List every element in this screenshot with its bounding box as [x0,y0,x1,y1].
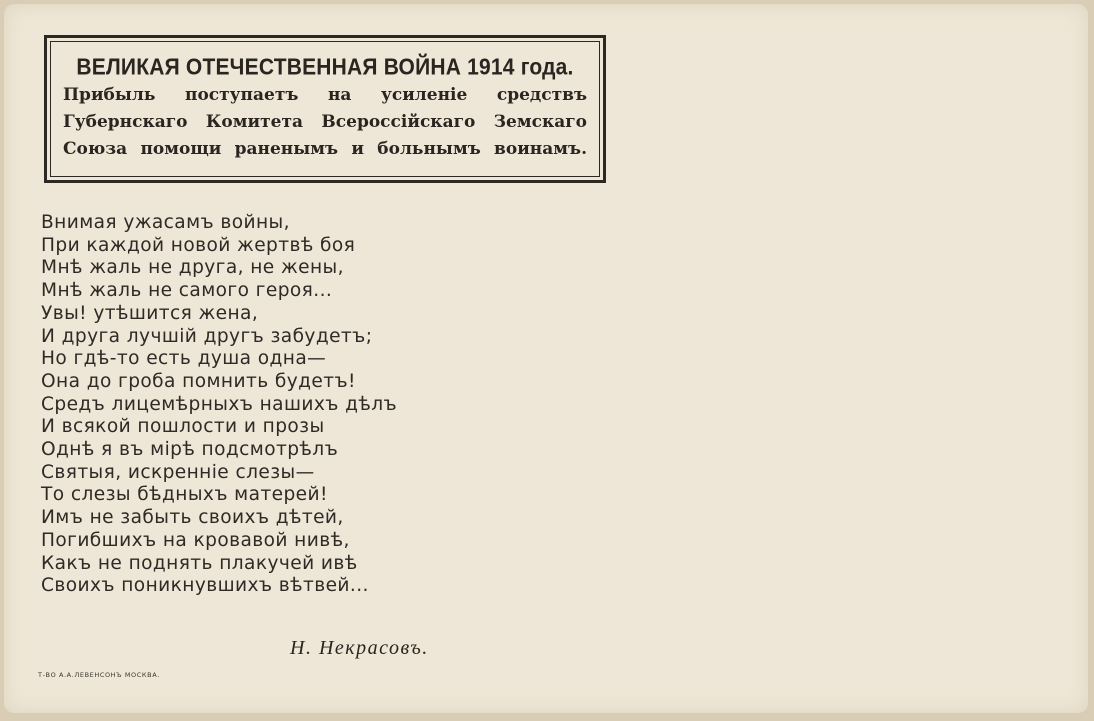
notice-line-3: Союза помощи раненымъ и больнымъ воинамъ. [63,139,587,159]
notice-frame [44,35,606,183]
notice-line-2: Губернскаго Комитета Всероссійскаго Земскаго [63,112,587,132]
poem-line: Погибшихъ на кровавой нивѣ, [41,529,350,551]
poem-line: Какъ не поднять плакучей ивѣ [41,552,358,574]
poem [41,212,397,598]
poem-line: И всякой пошлости и прозы [41,416,325,438]
poem-line: Мнѣ жаль не самого героя... [41,280,333,302]
poem-line: Мнѣ жаль не друга, не жены, [41,257,344,279]
poem-line: Она до гроба помнить будетъ! [41,370,356,392]
poem-line: Но гдѣ-то есть душа одна— [41,348,327,370]
poem-line: Своихъ поникнувшихъ вѣтвей... [41,575,369,597]
notice-title: ВЕЛИКАЯ ОТЕЧЕСТВЕННАЯ ВОЙНА 1914 года. [76,54,574,81]
poem-line: При каждой новой жертвѣ боя [41,234,356,256]
postcard [4,4,1088,713]
poem-line: Однѣ я въ мірѣ подсмотрѣлъ [41,439,339,461]
poem-line: Увы! утѣшится жена, [41,302,259,324]
notice-line-1: Прибыль поступаетъ на усиленіе средствъ [63,85,587,105]
poem-line: Святыя, искренніе слезы— [41,461,315,483]
poem-line: Имъ не забыть своихъ дѣтей, [41,507,344,529]
poem-line: Средъ лицемѣрныхъ нашихъ дѣлъ [41,393,398,415]
poem-line: Внимая ужасамъ войны, [41,212,290,233]
publisher-imprint: Т-ВО А.А.ЛЕВЕНСОНЪ МОСКВА. [38,671,160,679]
author-signature: Н. Некрасовъ. [290,637,429,659]
poem-line: И друга лучшій другъ забудетъ; [41,325,373,347]
notice-inner-frame [50,41,600,177]
poem-line: То слезы бѣдныхъ матерей! [41,484,328,506]
